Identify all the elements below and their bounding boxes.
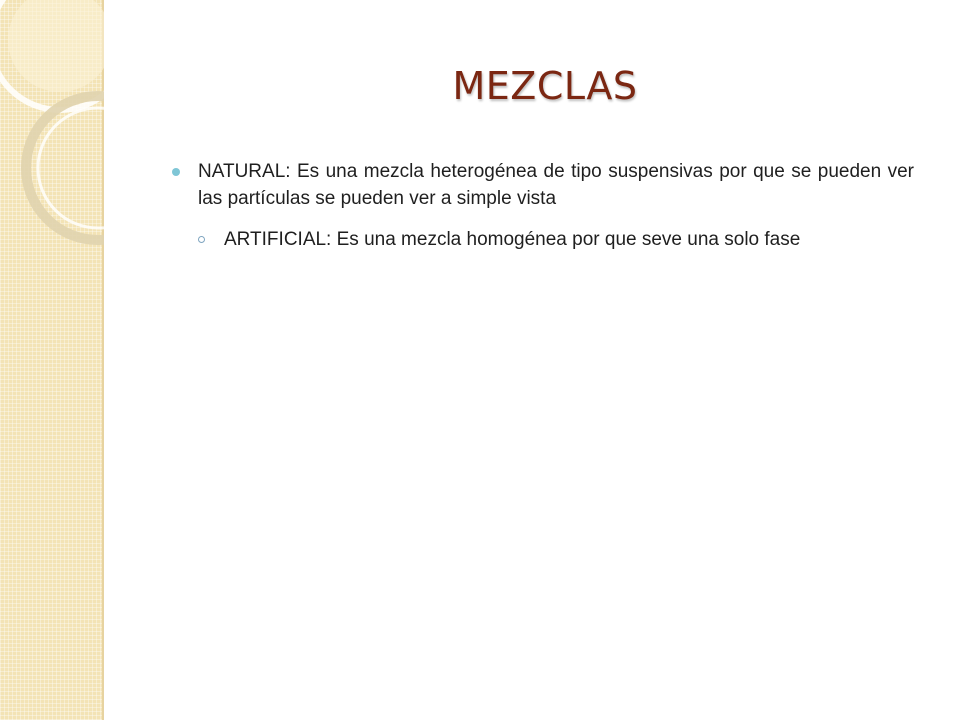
decorative-rings-icon [0,0,104,720]
bullet-artificial-text: ARTIFICIAL: Es una mezcla homogénea por que seve una solo fase [224,229,801,250]
sidebar-decoration [0,0,104,720]
bullet-dot-icon [172,168,180,176]
bullet-natural-text: NATURAL: Es una mezcla heterogénea de tipo suspensivas por que se pueden ver las partículas se pueden ver a simple vista [198,161,914,209]
slide-content [172,158,914,253]
bullet-ring-icon [198,236,205,243]
slide-title: MEZCLAS [452,64,638,108]
bullet-natural [172,158,914,212]
bullet-artificial [172,226,914,253]
